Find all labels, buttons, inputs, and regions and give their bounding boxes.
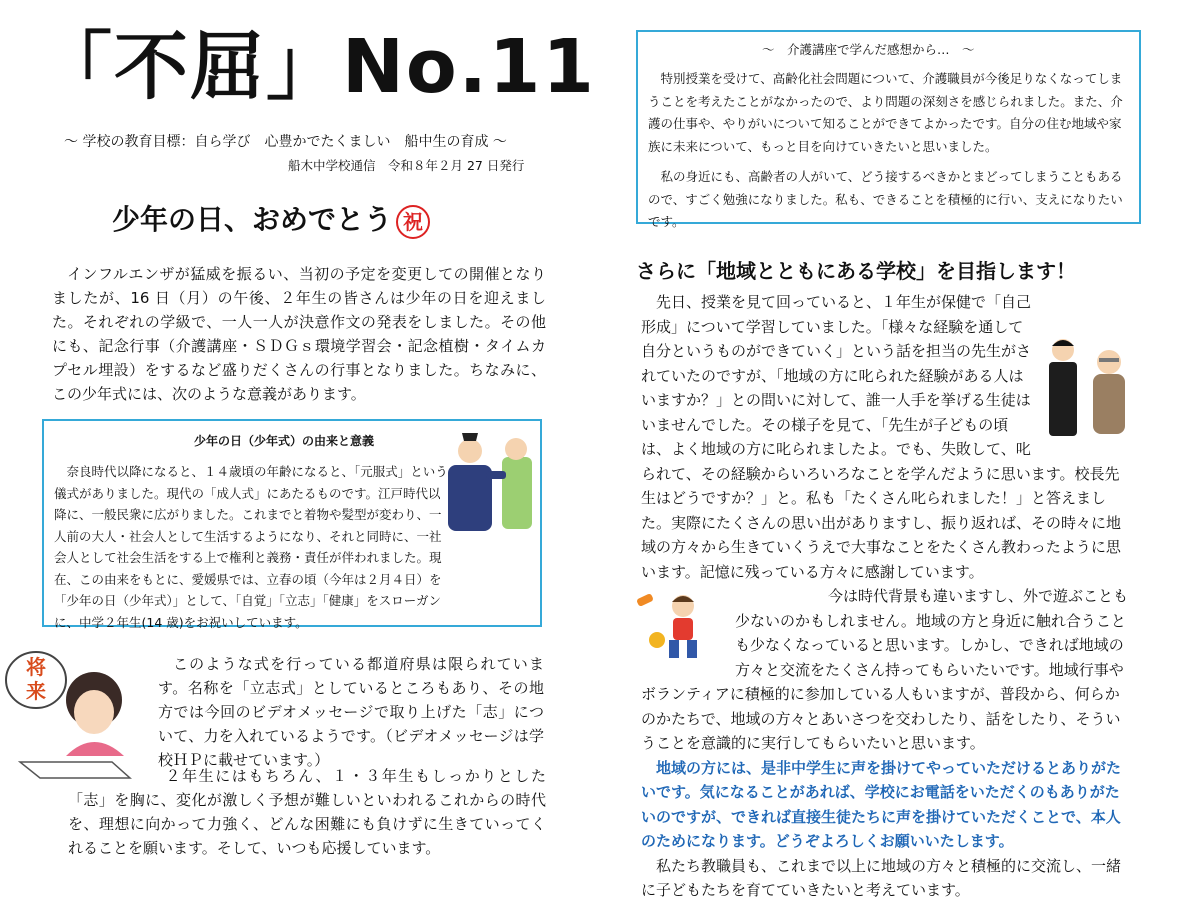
iwai-mark-icon: 祝 <box>396 205 430 239</box>
child-playing-illustration <box>633 588 725 664</box>
shourai-sign-bottom: 来 <box>26 679 46 703</box>
shourai-sign-top: 将 <box>26 655 46 679</box>
care-box-paragraph-2: 私の身近にも、高齢者の人がいて、どう接するべきかとまどってしまうこともあるので、すごく勉強になりました。私も、できることを積極的に行い、支えになりたいです。 <box>648 169 1123 229</box>
headline-text: 少年の日、おめでとう <box>112 203 393 236</box>
publication-info: 船木中学校通信 令和８年２月 27 日発行 <box>288 158 525 173</box>
school-motto: ～ 学校の教育目標：自ら学び 心豊かでたくましい 船中生の育成 ～ <box>64 134 507 150</box>
wish-paragraph <box>68 764 546 860</box>
origin-box-title: 少年の日（少年式）の由来と意義 <box>194 434 375 448</box>
community-paragraph-1: 先日、授業を見て回っていると、１年生が保健で「自己形成」について学習していました。「様々な経験を通して自分というものができていく」という話を担当の先生がされていたのですが、「地域の方に叱られた経験がある人はいますか？」との問いに対して、誰一人手を挙げる生徒はいませんでした。その様子を見て、「先生が子どもの頃は、よく地域の方に叱られましたよ。でも、失敗して、叱られて、その経験からいろいろなことを学んだように思います。校長先生はどうですか？」と。私も「たくさん叱られました！」と答えました。実際にたくさんの思い出がありますし、振り返れば、その時々に地域の方々から生きていくうえで大事なことをたくさん教わったように思います。記憶に残っている方々に感謝しています。 <box>641 293 1122 581</box>
intro-text: インフルエンザが猛威を振るい、当初の予定を変更しての開催となりましたが、16 日（月）の午後、２年生の皆さんは少年の日を迎えました。それぞれの学級で、一人一人が決意作文の発表をしました。その他にも、記念行事（介護講座・ＳＤＧｓ環境学習会・記念植樹・タイムカプセル埋設）をするなど盛りだくさんの行事となりました。ちなみに、この少年式には、次のような意義があります。 <box>52 265 546 403</box>
care-box-body <box>648 68 1132 234</box>
origin-box <box>42 419 542 630</box>
coming-of-age-ceremony-illustration <box>442 427 538 537</box>
community-paragraph-4: 私たち教職員も、これまで以上に地域の方々と積極的に交流し、一緒に子どもたちを育てていきたいと考えています。 <box>641 856 1122 899</box>
care-box-title: ～ 介護講座で学んだ感想から… ～ <box>762 42 975 57</box>
wish-text: ２年生にはもちろん、１・３年生もしっかりとした「志」を胸に、変化が激しく予想が難しいといわれるこれからの時代を、理想に向かって力強く、どんな困難にも負けずに生きていってくれることを願います。そして、いつも応援しています。 <box>68 767 546 857</box>
prefecture-paragraph <box>158 652 544 772</box>
care-course-impressions-box <box>636 30 1141 229</box>
newsletter-title: 「不屈」No.11 <box>38 24 596 110</box>
article-headline <box>112 198 430 239</box>
prefecture-text: このような式を行っている都道府県は限られています。名称を「立志式」としているところもあり、その地方では今回のビデオメッセージで取り上げた「志」について、力を入れているようです。（ビデオメッセージは学校ＨＰに載せています。） <box>158 655 544 769</box>
origin-box-text: 奈良時代以降になると、１４歳頃の年齢になると、「元服式」という儀式がありました。現代の「成人式」にあたるものです。江戸時代以降に、一般民衆に広がりました。これまでと着物や髪型が変わり、一人前の大人・社会人として生活するようになり、それと同時に、一社会人として社会生活をする上で権利と義務・責任が伴われました。現在、この由来をもとに、愛媛県では、立春の頃（今年は２月４日）を「少年の日（少年式）」として、「自覚」「立志」「健康」をスローガンに、中学２年生(14 歳)をお祝いしています。 <box>54 464 448 630</box>
community-section-body <box>641 290 1133 903</box>
community-paragraph-2: 今は時代背景も違いますし、外で遊ぶことも少ないのかもしれません。地域の方と身近に触れ合うことも少なくなっていると思います。しかし、できれば地域の方々と交流をたくさん持ってもらいたいです。地域行事やボランティアに積極的に参加している人もいますが、普段から、何らかのかたちで、地域の方々とあいさつを交わしたり、話をしたり、そういうことを意識的に実行してもらいたいと思います。 <box>641 587 1129 752</box>
intro-paragraph <box>52 262 546 406</box>
community-request-paragraph: 地域の方には、是非中学生に声を掛けてやっていただけるとありがたいです。気になることがあれば、学校にお電話をいただくのもありがたいのですが、できれば直接生徒たちに声を掛けていただくことで、本人のためになります。どうぞよろしくお願いいたします。 <box>641 758 1122 850</box>
community-section-heading: さらに「地域とともにある学校」を目指します！ <box>636 259 1076 283</box>
student-and-elder-illustration <box>1041 336 1133 440</box>
care-box-paragraph-1: 特別授業を受けて、高齢化社会問題について、介護職員が今後足りなくなってしまうことを考えたことがなかったので、より問題の深刻さを感じられました。また、介護の仕事や、やりがいについて知ることができてよかったです。自分の住む地域や家族に未来について、もっと目を向けていきたいと思いました。 <box>648 71 1123 154</box>
